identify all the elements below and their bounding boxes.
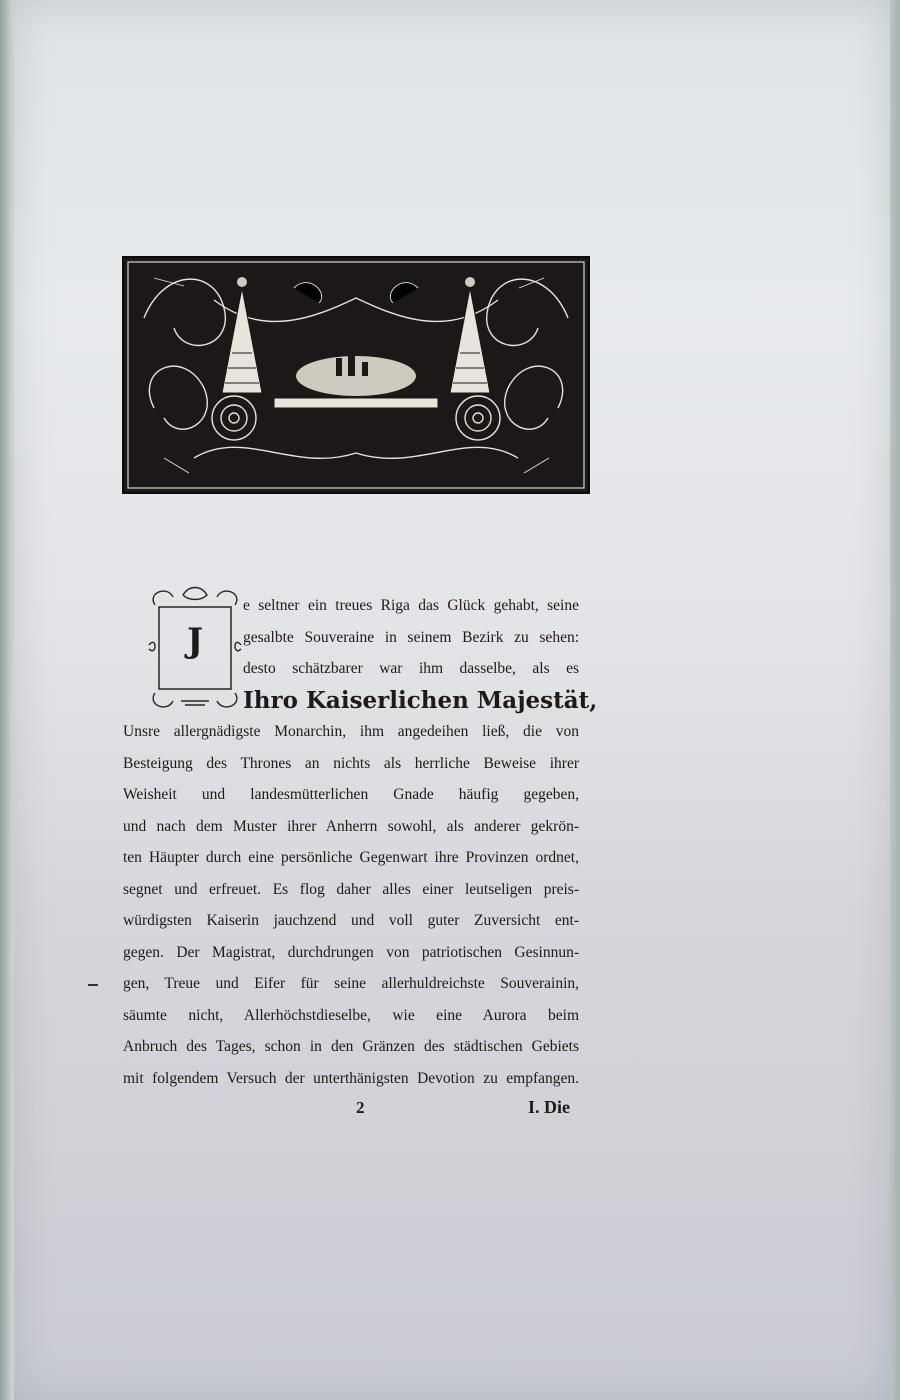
text-line: säumte nicht, Allerhöchstdieselbe, wie eine Aurora beim <box>123 1006 579 1024</box>
woodcut-headpiece <box>122 256 590 494</box>
text-line-emphasis: Ihro Kaiserlichen Majestät, <box>243 686 598 714</box>
text-line: Weisheit und landesmütterlichen Gnade häufig gegeben, <box>123 786 579 803</box>
text-line: segnet und erfreuet. Es flog daher alles einer leutseligen preis- <box>123 880 579 898</box>
page-number: 2 <box>356 1098 365 1117</box>
text-line: ten Häupter durch eine persönliche Gegenwart ihre Provinzen ordnet, <box>123 849 579 866</box>
text-line: und nach dem Muster ihrer Anherrn sowohl, als anderer gekrön- <box>123 817 579 835</box>
catchword: I. Die <box>528 1097 570 1117</box>
text-line: Unsre allergnädigste Monarchin, ihm angedeihen ließ, die von <box>123 723 579 740</box>
text-line: gegen. Der Magistrat, durchdrungen von patriotischen Gesinnun- <box>123 943 579 961</box>
initial-letter: J <box>186 621 204 661</box>
margin-mark <box>88 984 98 986</box>
text-line: würdigsten Kaiserin jauchzend und voll guter Zuversicht ent- <box>123 912 579 929</box>
text-line: gesalbte Souveraine in seinem Bezirk zu sehen: <box>243 628 579 646</box>
text-line: gen, Treue und Eifer für seine allerhuldreichste Souverainin, <box>123 975 579 992</box>
text-line: desto schätzbarer war ihm dasselbe, als es <box>243 660 579 677</box>
text-line: mit folgendem Versuch der unterthänigsten Devotion zu empfangen. <box>123 1069 579 1087</box>
text-line: Anbruch des Tages, schon in den Gränzen des städtischen Gebiets <box>123 1038 579 1055</box>
body-text <box>123 590 598 1094</box>
text-line: Besteigung des Thrones an nichts als herrliche Beweise ihrer <box>123 754 579 772</box>
text-line: e seltner ein treues Riga das Glück gehabt, seine <box>243 597 579 614</box>
